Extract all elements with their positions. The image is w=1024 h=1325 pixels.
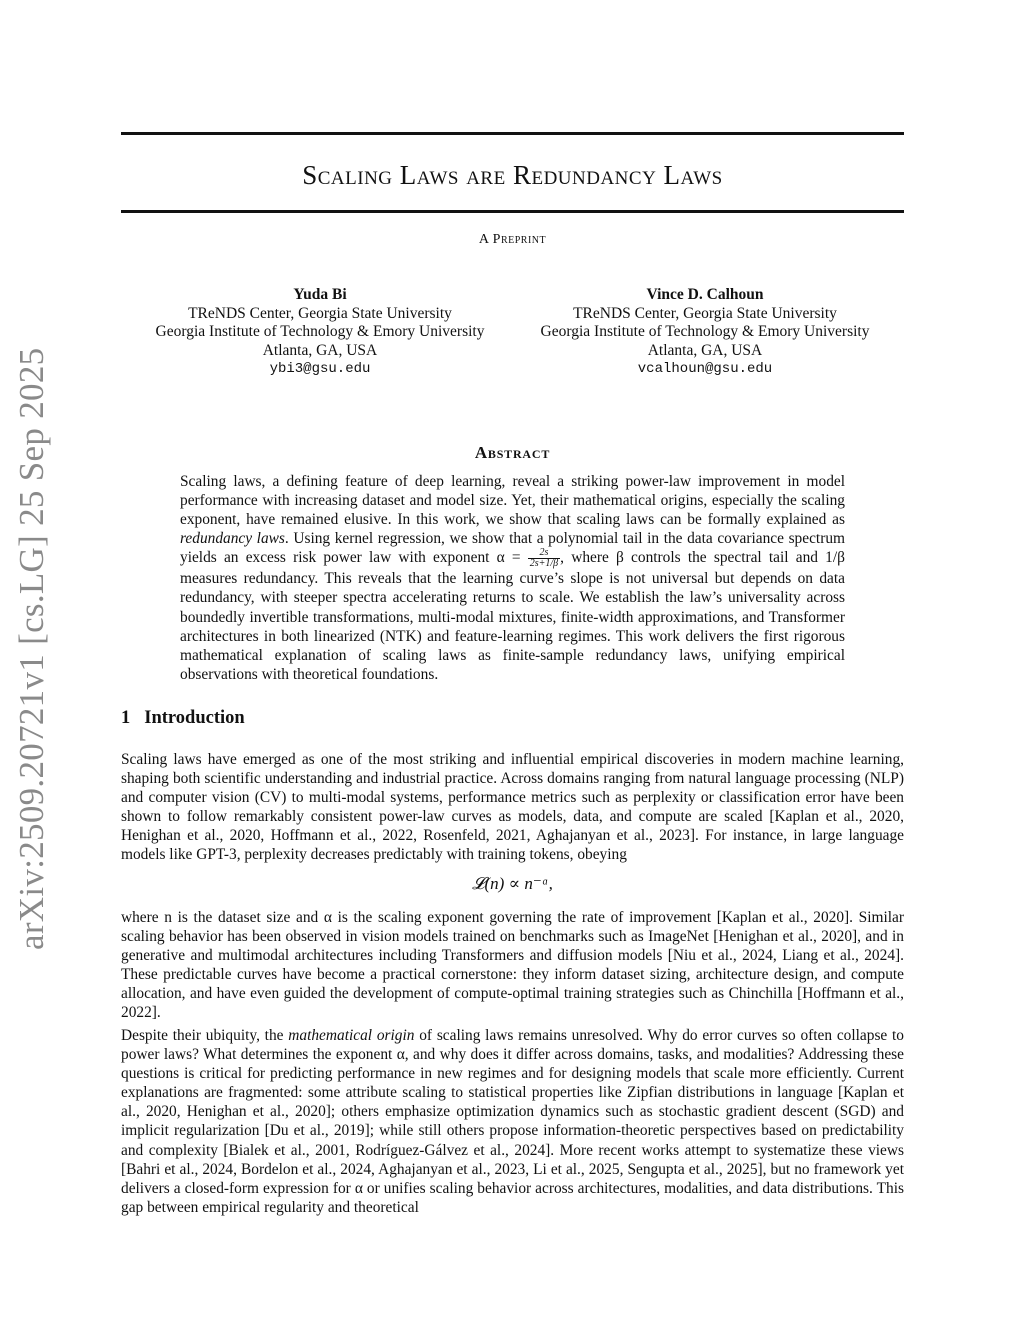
fraction-denominator: 2s+1/β (529, 558, 559, 570)
paper-title-text: Scaling Laws are Redundancy Laws (302, 160, 723, 190)
abstract-text: , where β controls the spectral tail and 1/β measures redundancy. This reveals that the learning curve’s slope is not universal but depends on data redundancy, with steeper spectra accelerating returns to scale. We establish the law’s universality across boundedly invertible transformations, multi-modal mixtures, finite-width approximations, and Transformer architectures in both linearized (NTK) and feature-learning regimes. This work delivers the first rigorous mathematical explanation of scaling laws as finite-sample redundancy laws, unifying empirical observations with theoretical foundations. (180, 549, 845, 683)
paragraph-text: Scaling laws have emerged as one of the most striking and influential empirical discoveries in modern machine learning, shaping both scientific understanding and industrial practice. Across domains ranging from natural language processing (NLP) and computer vision (CV) to multi-modal systems, performance metrics such as perplexity or classification error have been shown to follow remarkably consistent power-law curves as models, data, and compute are scaled [Kaplan et al., 2020, Henighan et al., 2020, Hoffmann et al., 2022, Rosenfeld, 2021, Aghajanyan et al., 2023]. For instance, in large language models like GPT-3, perplexity decreases predictably with training tokens, obeying (121, 751, 904, 864)
abstract-body (180, 472, 845, 684)
section-number: 1 (121, 708, 131, 728)
section-heading (121, 708, 245, 729)
preprint-label: A Preprint (478, 232, 547, 247)
title-bottom-rule (121, 210, 904, 213)
author-affiliation: TReNDS Center, Georgia State University (188, 304, 452, 322)
author-email: ybi3@gsu.edu (269, 361, 371, 377)
intro-paragraph-2 (121, 908, 904, 1023)
author-location: Atlanta, GA, USA (647, 341, 763, 359)
author-name: Vince D. Calhoun (646, 286, 764, 303)
abstract-heading: Abstract (474, 443, 551, 462)
intro-paragraph-3 (121, 1026, 904, 1217)
section-title: Introduction (144, 708, 245, 728)
intro-paragraph-1 (121, 750, 904, 865)
exponent-fraction (528, 548, 560, 569)
title-top-rule (121, 132, 904, 135)
fraction-numerator: 2s (528, 548, 560, 559)
abstract-text: . Using kernel regression, we show that a polynomial tail in the data covariance spectrum yields an excess risk power law with exponent α = (180, 530, 845, 567)
paragraph-emphasis: mathematical origin (288, 1027, 415, 1044)
paragraph-text: Despite their ubiquity, the (121, 1027, 289, 1044)
abstract-text: Scaling laws, a defining feature of deep learning, reveal a striking power-law improvement in model performance with increasing dataset and model size. Yet, their mathematical origins, especially the scaling exponent, have remained elusive. In this work, we show that scaling laws can be formally explained as (180, 473, 845, 529)
abstract-emphasis: redundancy laws (180, 530, 285, 548)
paper-title (121, 160, 904, 191)
paragraph-text: of scaling laws remains unresolved. Why do error curves so often collapse to power laws? What determines the exponent α, and why does it differ across domains, tasks, and modalities? Addressing these questions is critical for predicting performance in new regimes and for designing models that scale more efficiently. Current explanations are fragmented: some attribute scaling to statistical properties like Zipfian distributions in language [Kaplan et al., 2020, Henighan et al., 2020]; others emphasize optimization dynamics such as stochastic gradient descent (SGD) and implicit regularization [Du et al., 2019]; while still others propose information-theoretic perspectives based on predictability and complexity [Bialek et al., 2001, Rodríguez-Gálvez et al., 2024]. More recent works attempt to systematize these views [Bahri et al., 2024, Bordelon et al., 2024, Aghajanyan et al., 2023, Li et al., 2025, Sengupta et al., 2025], but no framework yet delivers a closed-form expression for α or unifies scaling behavior across architectures, modalities, and data distributions. This gap between empirical regularity and theoretical (121, 1027, 905, 1216)
author-block-2 (515, 286, 895, 379)
author-block-1 (130, 286, 510, 379)
scaling-equation: 𝓛(n) ∝ n⁻ᵅ, (472, 874, 553, 893)
author-affiliation: Georgia Institute of Technology & Emory University (155, 323, 485, 340)
author-affiliation: TReNDS Center, Georgia State University (573, 304, 837, 322)
author-name: Yuda Bi (293, 286, 347, 303)
author-affiliation: Georgia Institute of Technology & Emory University (540, 323, 870, 340)
author-email: vcalhoun@gsu.edu (637, 361, 773, 377)
paragraph-text: where n is the dataset size and α is the scaling exponent governing the rate of improvement [Kaplan et al., 2020]. Similar scaling behavior has been observed in vision models trained on benchmarks such as ImageNet [Henighan et al., 2020], and in generative and multimodal architectures including Transformers and diffusion models [Niu et al., 2024, Liang et al., 2024]. These predictable curves have become a practical cornerstone: they inform dataset sizing, architecture design, and compute allocation, and have even guided the development of compute-optimal training strategies such as Chinchilla [Hoffmann et al., 2022]. (121, 909, 904, 1022)
author-location: Atlanta, GA, USA (262, 341, 378, 359)
arxiv-side-stamp: arXiv:2509.20721v1 [cs.LG] 25 Sep 2025 (12, 347, 51, 950)
